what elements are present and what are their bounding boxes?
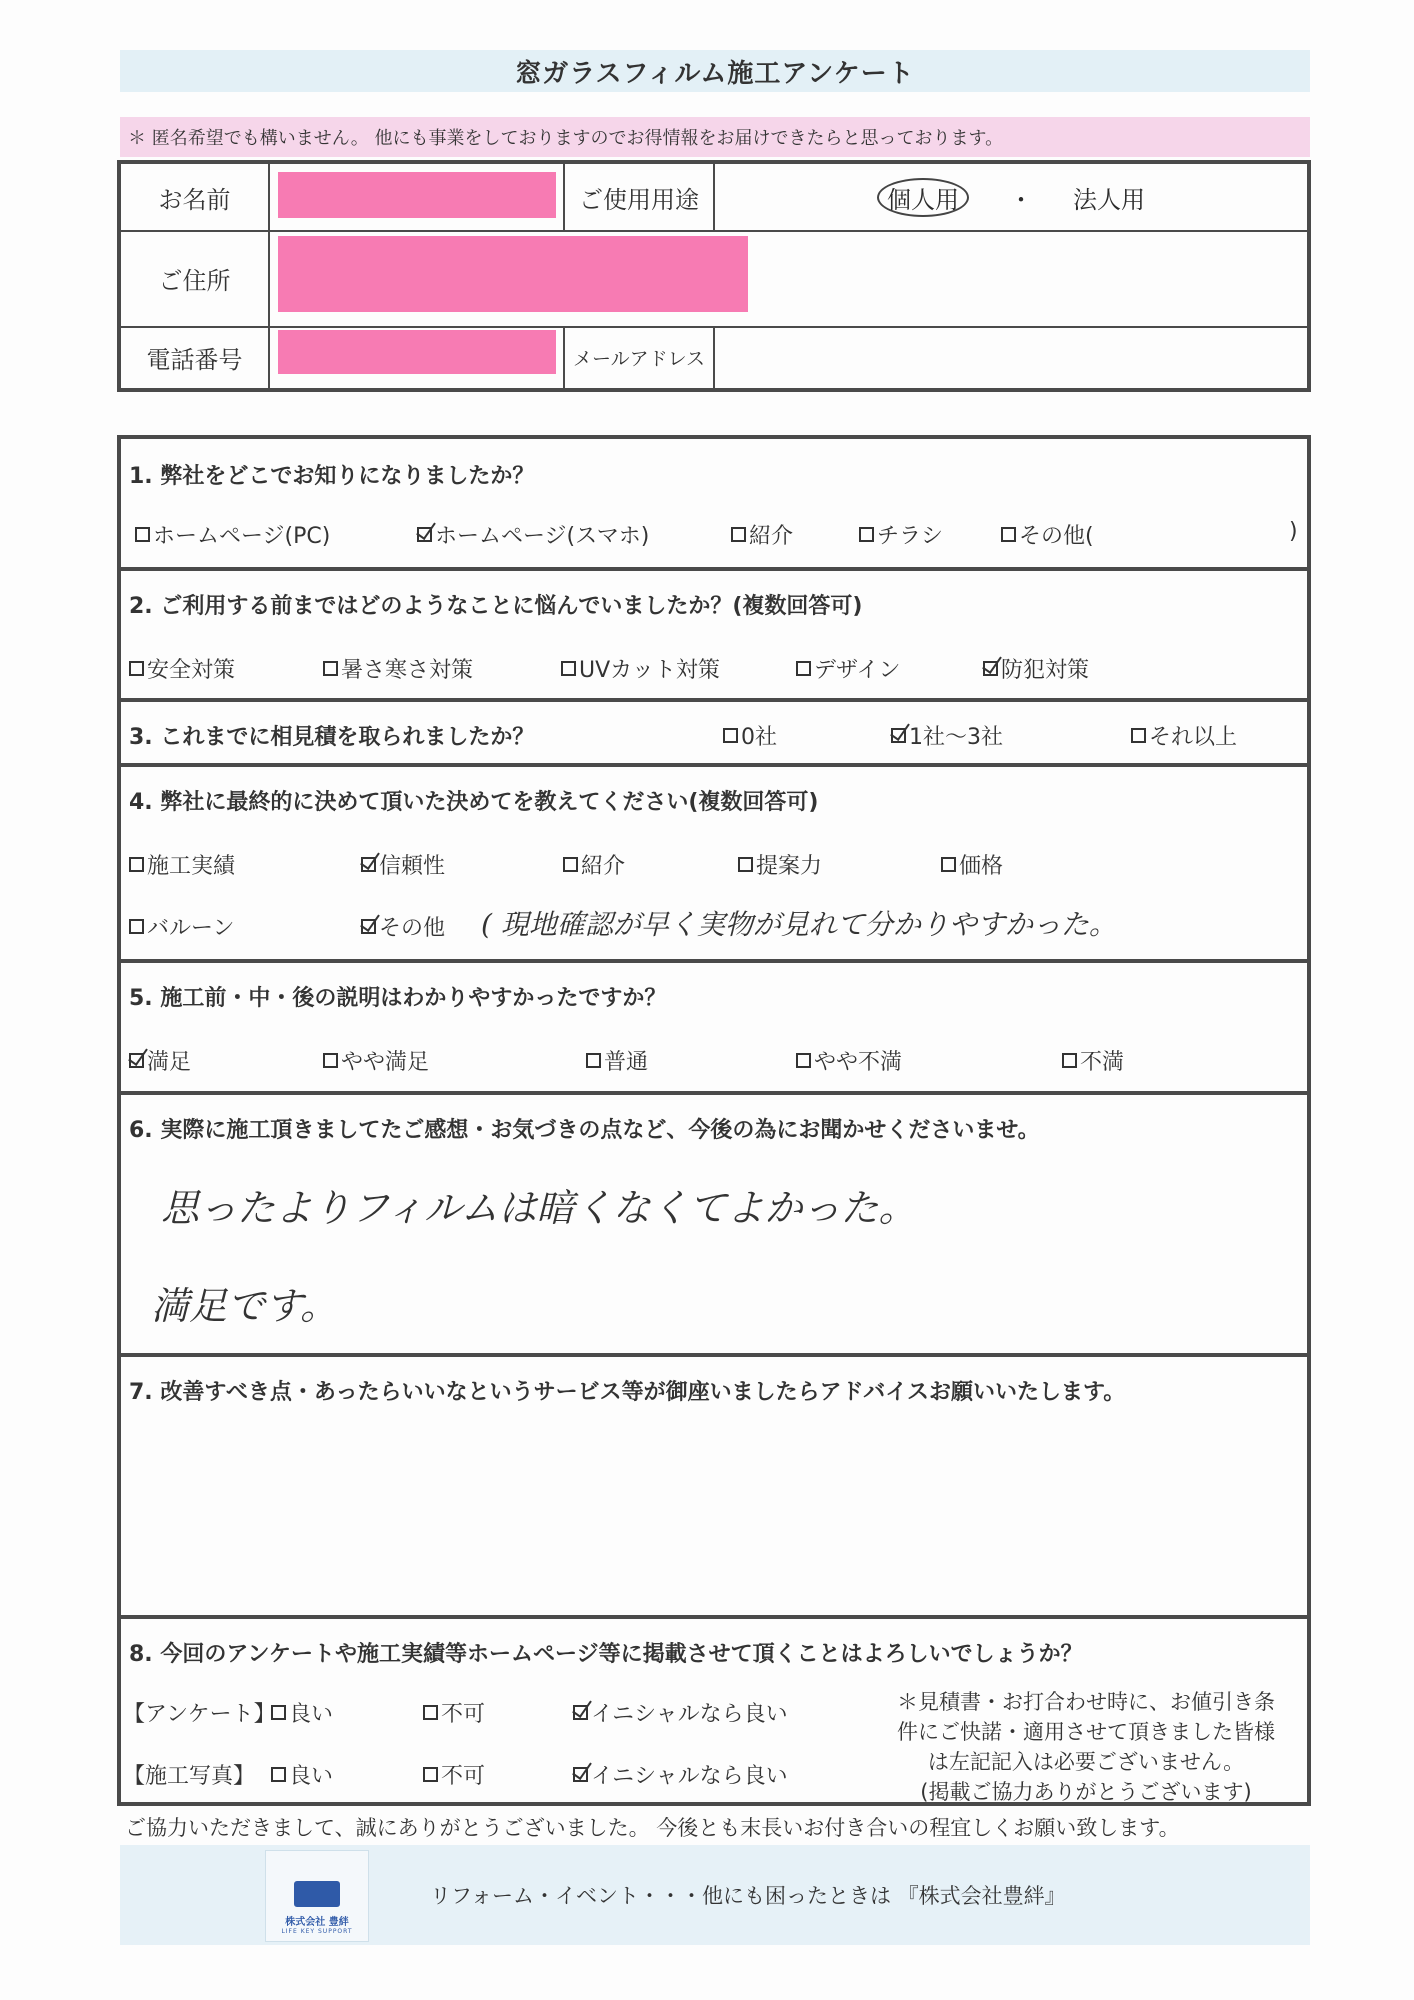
redacted-address [278, 236, 748, 312]
q5-option-somewhat-dissatisfied[interactable]: やや不満 [796, 1045, 902, 1076]
q8-survey-ok[interactable]: 良い [271, 1697, 333, 1728]
q3-option-one-to-three[interactable]: 1社～3社 [891, 720, 1003, 751]
redacted-name [278, 172, 556, 218]
checkbox-icon[interactable] [1001, 527, 1016, 542]
address-label: ご住所 [121, 230, 270, 326]
usage-options[interactable] [715, 164, 1307, 230]
q6-answer-line-1[interactable]: 思ったよりフィルムは暗くなくてよかった。 [161, 1186, 917, 1230]
redacted-phone [278, 330, 556, 374]
checkbox-icon[interactable] [271, 1767, 286, 1782]
q2-option-uv[interactable]: UVカット対策 [561, 653, 720, 684]
q4-option-balloon[interactable]: バルーン [129, 911, 235, 942]
question-2-text: 2. ご利用する前まではどのようなことに悩んでいましたか？(複数回答可) [129, 594, 863, 619]
title-band [120, 50, 1310, 92]
checked-checkbox-icon[interactable] [573, 1705, 588, 1720]
q5-option-dissatisfied[interactable]: 不満 [1062, 1045, 1124, 1076]
q3-option-zero[interactable]: 0社 [723, 720, 777, 751]
q8-photo-initials[interactable]: イニシャルなら良い [573, 1759, 788, 1790]
question-5 [121, 963, 1307, 1095]
q1-option-pc[interactable]: ホームページ(PC) [135, 519, 330, 550]
usage-personal-option[interactable]: 個人用 [877, 178, 969, 217]
checkbox-icon[interactable] [423, 1705, 438, 1720]
checkbox-icon[interactable] [271, 1705, 286, 1720]
question-7-text: 7. 改善すべき点・あったらいいなというサービス等が御座いましたらアドバイスお願いいたします。 [129, 1380, 1126, 1405]
q1-option-smartphone[interactable]: ホームページ(スマホ) [417, 519, 649, 550]
checkbox-icon[interactable] [796, 661, 811, 676]
usage-label: ご使用用途 [565, 164, 715, 230]
q8-survey-no[interactable]: 不可 [423, 1697, 485, 1728]
q8-survey-initials[interactable]: イニシャルなら良い [573, 1697, 788, 1728]
email-field[interactable] [715, 326, 1307, 388]
checkbox-icon[interactable] [561, 661, 576, 676]
question-7 [121, 1357, 1307, 1619]
q4-option-referral[interactable]: 紹介 [563, 849, 625, 880]
q4-option-price[interactable]: 価格 [941, 849, 1003, 880]
question-8 [121, 1619, 1307, 1806]
q6-answer-line-2[interactable]: 満足です。 [151, 1284, 338, 1328]
q5-option-satisfied[interactable]: 満足 [129, 1045, 191, 1076]
phone-label: 電話番号 [121, 326, 270, 388]
checkbox-icon[interactable] [129, 661, 144, 676]
checkbox-icon[interactable] [1131, 728, 1146, 743]
checkbox-icon[interactable] [323, 1053, 338, 1068]
name-label: お名前 [121, 164, 270, 230]
page-title: 窓ガラスフィルム施工アンケート [515, 58, 915, 89]
q5-option-somewhat-satisfied[interactable]: やや満足 [323, 1045, 429, 1076]
question-1-text: 1. 弊社をどこでお知りになりましたか？ [129, 464, 535, 489]
question-5-text: 5. 施工前・中・後の説明はわかりやすかったですか？ [129, 986, 667, 1011]
name-row [121, 164, 1307, 232]
question-8-text: 8. 今回のアンケートや施工実績等ホームページ等に掲載させて頂くことはよろしいでしょうか？ [129, 1642, 1083, 1667]
anonymity-note [120, 117, 1310, 157]
q1-option-referral[interactable]: 紹介 [731, 519, 793, 550]
q8-photo-ok[interactable]: 良い [271, 1759, 333, 1790]
checkbox-icon[interactable] [586, 1053, 601, 1068]
checkbox-icon[interactable] [423, 1767, 438, 1782]
question-2 [121, 571, 1307, 702]
q7-answer-area[interactable] [129, 1427, 1299, 1607]
address-field[interactable] [270, 230, 1307, 326]
address-row [121, 230, 1307, 328]
checkbox-icon[interactable] [1062, 1053, 1077, 1068]
phone-field[interactable] [270, 326, 565, 388]
question-6-text: 6. 実際に施工頂きましてたご感想・お気づきの点など、今後の為にお聞かせくださいませ。 [129, 1118, 1040, 1143]
q8-photo-label: 【施工写真】 [123, 1764, 256, 1789]
checkbox-icon[interactable] [796, 1053, 811, 1068]
checked-checkbox-icon[interactable] [573, 1767, 588, 1782]
checkbox-icon[interactable] [738, 857, 753, 872]
customer-info-table [117, 160, 1311, 392]
q2-option-design[interactable]: デザイン [796, 653, 900, 684]
checkbox-icon[interactable] [723, 728, 738, 743]
q8-survey-label: 【アンケート】 [123, 1702, 276, 1727]
footer-tagline: リフォーム・イベント・・・他にも困ったときは 『株式会社豊絆』 [430, 1884, 1066, 1908]
question-6 [121, 1095, 1307, 1357]
closing-message: ご協力いただきまして、誠にありがとうございました。 今後とも末長いお付き合いの程宜しくお願い致します。 [125, 1816, 1180, 1840]
question-3 [121, 702, 1307, 767]
q1-option-other[interactable]: その他( [1001, 519, 1094, 550]
question-4 [121, 767, 1307, 963]
checkbox-icon[interactable] [129, 857, 144, 872]
checkbox-icon[interactable] [731, 527, 746, 542]
checkbox-icon[interactable] [323, 661, 338, 676]
checked-checkbox-icon[interactable] [361, 919, 376, 934]
q4-option-reliability[interactable]: 信頼性 [361, 849, 445, 880]
q4-option-proposal[interactable]: 提案力 [738, 849, 822, 880]
note-text: ＊ 匿名希望でも構いません。 他にも事業をしておりますのでお得情報をお届けできたらと思っております。 [128, 128, 1004, 149]
q1-option-flyer[interactable]: チラシ [859, 519, 943, 550]
survey-box [117, 435, 1311, 1806]
name-field[interactable] [270, 164, 565, 230]
checked-checkbox-icon[interactable] [417, 527, 432, 542]
q4-option-track-record[interactable]: 施工実績 [129, 849, 235, 880]
q2-option-heat-cold[interactable]: 暑さ寒さ対策 [323, 653, 473, 684]
contact-row [121, 326, 1307, 388]
q2-option-safety[interactable]: 安全対策 [129, 653, 235, 684]
q5-option-neutral[interactable]: 普通 [586, 1045, 648, 1076]
question-4-text: 4. 弊社に最終的に決めて頂いた決めてを教えてください(複数回答可) [129, 790, 819, 815]
checkbox-icon[interactable] [135, 527, 150, 542]
checkbox-icon[interactable] [563, 857, 578, 872]
usage-separator: ・ [1009, 185, 1033, 214]
email-label: メールアドレス [565, 326, 715, 388]
checked-checkbox-icon[interactable] [891, 728, 906, 743]
question-3-text: 3. これまでに相見積を取られましたか？ [129, 725, 535, 750]
q1-other-close: ) [1289, 519, 1298, 544]
company-logo: 株式会社 豊絆 LIFE KEY SUPPORT [265, 1850, 369, 1942]
checked-checkbox-icon[interactable] [983, 661, 998, 676]
q8-photo-no[interactable]: 不可 [423, 1759, 485, 1790]
checkbox-icon[interactable] [129, 919, 144, 934]
footer-band [120, 1845, 1310, 1945]
logo-mark-icon [294, 1881, 340, 1907]
q2-option-crime-prevention[interactable]: 防犯対策 [983, 653, 1089, 684]
checkbox-icon[interactable] [859, 527, 874, 542]
question-1 [121, 439, 1307, 571]
checkbox-icon[interactable] [941, 857, 956, 872]
usage-corporate-option[interactable]: 法人用 [1073, 185, 1145, 214]
q4-other-answer[interactable]: ( 現地確認が早く実物が見れて分かりやすかった。 [481, 908, 1117, 941]
q4-option-other[interactable]: その他 [361, 911, 445, 942]
checked-checkbox-icon[interactable] [361, 857, 376, 872]
q3-option-more[interactable]: それ以上 [1131, 720, 1237, 751]
q8-side-note: ＊見積書・お打合わせ時に、お値引き条 件にご快諾・適用させて頂きました皆様 は左記記入は必要ございません。 (掲載ご協力ありがとうございます) [897, 1690, 1275, 1804]
checked-checkbox-icon[interactable] [129, 1053, 144, 1068]
